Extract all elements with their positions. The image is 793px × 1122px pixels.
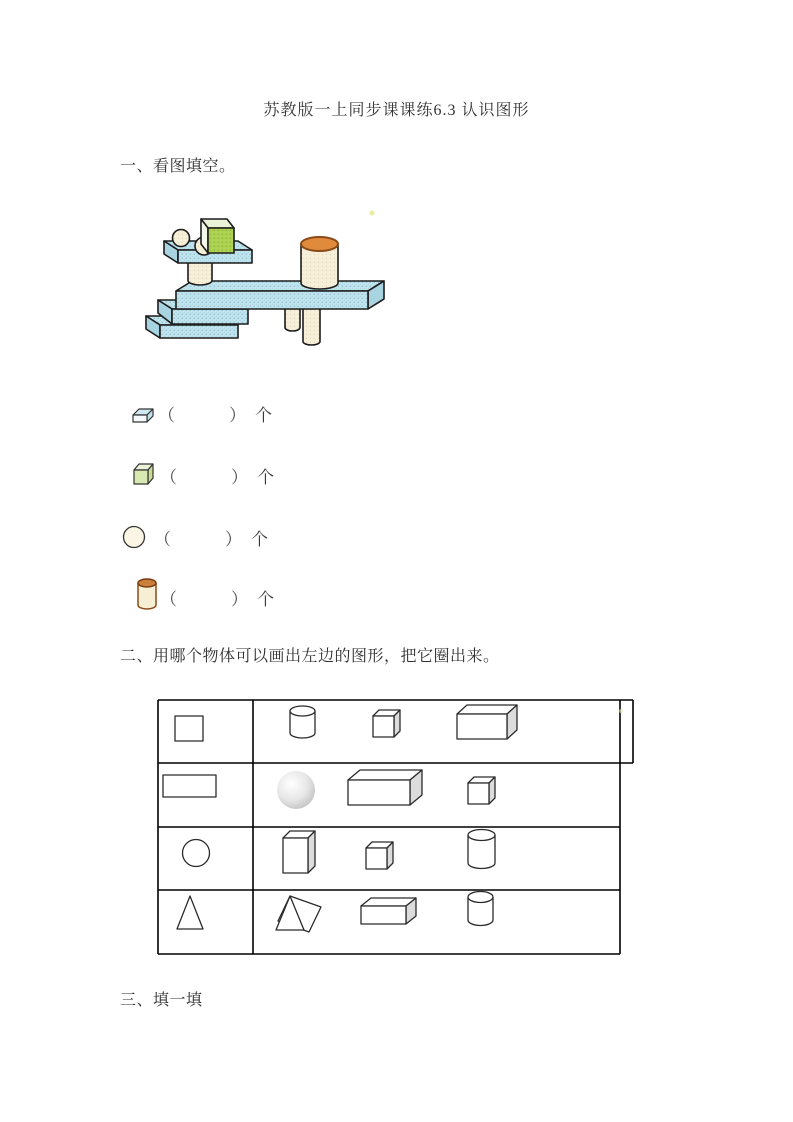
count-blank-sphere xyxy=(154,528,268,552)
paren-open: （ xyxy=(158,406,175,425)
target-triangle xyxy=(177,896,203,929)
section-two-heading: 二、用哪个物体可以画出左边的图形，把它圈出来。 xyxy=(120,648,500,665)
cylinder-icon xyxy=(136,577,158,611)
paren-open: （ xyxy=(160,590,177,609)
cream-ball-back xyxy=(173,230,190,247)
block-structure-figure xyxy=(145,205,395,350)
option-triangular-prism xyxy=(276,896,321,932)
paren-close: ） xyxy=(231,468,248,487)
unit-label: 个 xyxy=(255,406,272,425)
target-square xyxy=(175,716,203,741)
page-title: 苏教版一上同步课课练6.3 认识图形 xyxy=(263,102,530,119)
target-rectangle xyxy=(163,775,216,797)
option-cube xyxy=(373,710,400,737)
sphere-icon xyxy=(122,525,146,549)
paren-close: ） xyxy=(225,530,242,549)
option-cube xyxy=(468,777,495,804)
cube-icon xyxy=(132,462,155,486)
paren-close: ） xyxy=(231,590,248,609)
option-tall-cuboid xyxy=(283,831,315,873)
orange-top-cylinder xyxy=(301,237,338,289)
blue-table-plank xyxy=(176,281,384,309)
count-blank-cuboid xyxy=(158,404,272,428)
target-circle xyxy=(183,840,210,867)
unit-label: 个 xyxy=(257,590,274,609)
option-sphere xyxy=(277,771,315,809)
option-cylinder xyxy=(468,830,495,869)
yellow-speck xyxy=(370,211,375,216)
matching-table xyxy=(150,695,645,960)
cylinder-leg-left xyxy=(285,308,300,331)
option-cylinder xyxy=(468,892,493,926)
cylinder-leg-right xyxy=(303,308,320,345)
section-one-heading: 一、看图填空。 xyxy=(120,158,236,175)
paren-close: ） xyxy=(229,406,246,425)
block-structure-picture xyxy=(145,205,395,350)
unit-label: 个 xyxy=(257,468,274,487)
cuboid-icon xyxy=(131,406,155,424)
option-cuboid xyxy=(348,770,422,805)
green-cube xyxy=(201,219,234,253)
yellow-speck xyxy=(619,709,623,713)
count-blank-cylinder xyxy=(160,588,274,612)
paren-open: （ xyxy=(154,530,171,549)
count-blank-cube xyxy=(160,466,274,490)
option-cuboid xyxy=(457,705,517,739)
unit-label: 个 xyxy=(251,530,268,549)
option-cylinder xyxy=(290,706,315,738)
paren-open: （ xyxy=(160,468,177,487)
option-cuboid xyxy=(361,898,416,924)
option-cube xyxy=(366,842,393,869)
section-three-heading: 三、填一填 xyxy=(120,992,203,1009)
